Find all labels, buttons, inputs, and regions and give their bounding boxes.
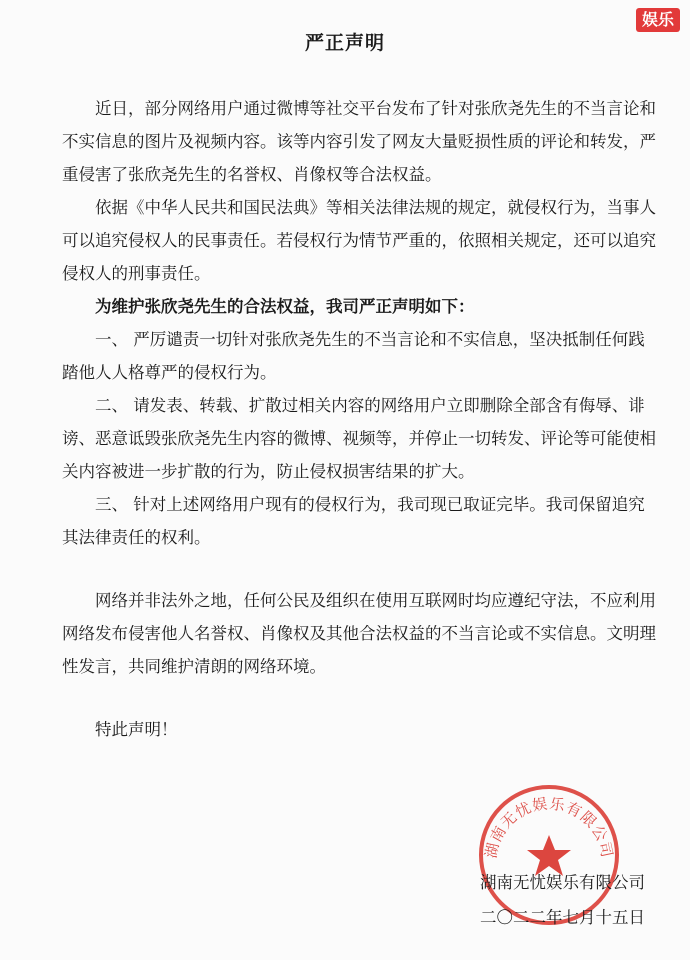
signature-company: 湖南无忧娱乐有限公司: [480, 873, 645, 892]
paragraph-item-2: 二、 请发表、转载、扩散过相关内容的网络用户立即删除全部含有侮辱、诽谤、恶意诋毁张欣尧先生内容的微博、视频等，并停止一切转发、评论等可能使相关内容被进一步扩散的行为，防止侵权损害结果的扩大。: [62, 396, 656, 481]
paragraph-item-1: 一、 严厉谴责一切针对张欣尧先生的不当言论和不实信息，坚决抵制任何践踏他人人格尊严的侵权行为。: [62, 330, 645, 382]
paragraph-item-3: 三、 针对上述网络用户现有的侵权行为，我司现已取证完毕。我司保留追究其法律责任的权利。: [62, 495, 645, 547]
seal-text: 湖南无忧娱乐有限公司: [481, 794, 617, 860]
paragraph-legal-basis: 依据《中华人民共和国民法典》等相关法律法规的规定，就侵权行为，当事人可以追究侵权人的民事责任。若侵权行为情节严重的，依照相关规定，还可以追究侵权人的刑事责任。: [62, 198, 656, 283]
paragraph-sign-off: 特此声明！: [95, 720, 178, 739]
statement-body: [62, 92, 657, 746]
paragraph-declaration-heading: 为维护张欣尧先生的合法权益，我司严正声明如下：: [95, 297, 475, 316]
brand-badge: 娱乐: [636, 8, 680, 32]
signature-date: 二〇二二年七月十五日: [480, 908, 645, 927]
paragraph-closing: 网络并非法外之地，任何公民及组织在使用互联网时均应遵纪守法，不应利用网络发布侵害他人名誉权、肖像权及其他合法权益的不当言论或不实信息。文明理性发言，共同维护清朗的网络环境。: [62, 591, 656, 676]
paragraph-intro: 近日，部分网络用户通过微博等社交平台发布了针对张欣尧先生的不当言论和不实信息的图片及视频内容。该等内容引发了网友大量贬损性质的评论和转发，严重侵害了张欣尧先生的名誉权、肖像权等合法权益。: [62, 99, 656, 184]
page-title: 严正声明: [304, 32, 385, 54]
